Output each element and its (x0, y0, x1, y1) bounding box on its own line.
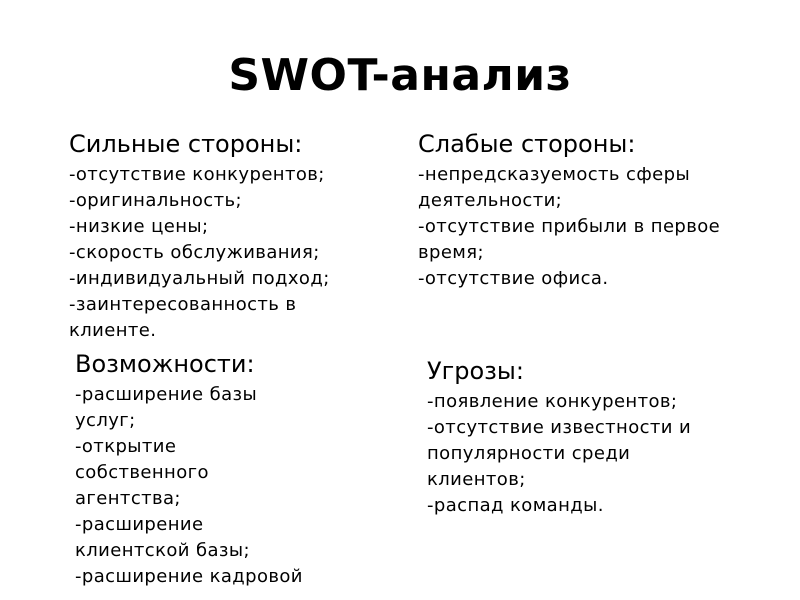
list-item: услуг; (75, 410, 136, 431)
list-item: -появление конкурентов; (427, 391, 678, 412)
list-item: -низкие цены; (69, 216, 209, 237)
strengths-list (69, 162, 399, 344)
list-item: -непредсказуемость сферы (418, 164, 691, 185)
weaknesses-block (418, 129, 793, 292)
list-item: -индивидуальный подход; (69, 268, 330, 289)
list-item: популярности среди (427, 443, 631, 464)
list-item: деятельности; (418, 190, 563, 211)
weaknesses-heading: Слабые стороны: (418, 130, 636, 158)
list-item: -открытие (75, 436, 177, 457)
list-item: -скорость обслуживания; (69, 242, 320, 263)
list-item: время; (418, 242, 484, 263)
threats-block (427, 356, 767, 519)
list-item: -расширение базы (75, 384, 258, 405)
list-item: клиентов; (427, 469, 526, 490)
opportunities-list (75, 382, 375, 590)
strengths-block (69, 129, 399, 344)
list-item: собственного (75, 462, 209, 483)
list-item: -заинтересованность в (69, 294, 297, 315)
threats-heading: Угрозы: (427, 357, 524, 385)
list-item: -распад команды. (427, 495, 604, 516)
list-item: -отсутствие известности и (427, 417, 692, 438)
list-item: клиентской базы; (75, 540, 250, 561)
slide-title: SWOT-анализ (228, 50, 572, 101)
list-item: агентства; (75, 488, 181, 509)
list-item: -расширение кадровой (75, 566, 303, 587)
list-item: -расширение (75, 514, 204, 535)
list-item: клиенте. (69, 320, 157, 341)
opportunities-heading: Возможности: (75, 350, 255, 378)
list-item: -отсутствие конкурентов; (69, 164, 325, 185)
strengths-heading: Сильные стороны: (69, 130, 303, 158)
opportunities-block (75, 349, 375, 590)
list-item: -отсутствие прибыли в первое (418, 216, 721, 237)
list-item: -оригинальность; (69, 190, 242, 211)
list-item: -отсутствие офиса. (418, 268, 609, 289)
weaknesses-list (418, 162, 793, 292)
threats-list (427, 389, 767, 519)
